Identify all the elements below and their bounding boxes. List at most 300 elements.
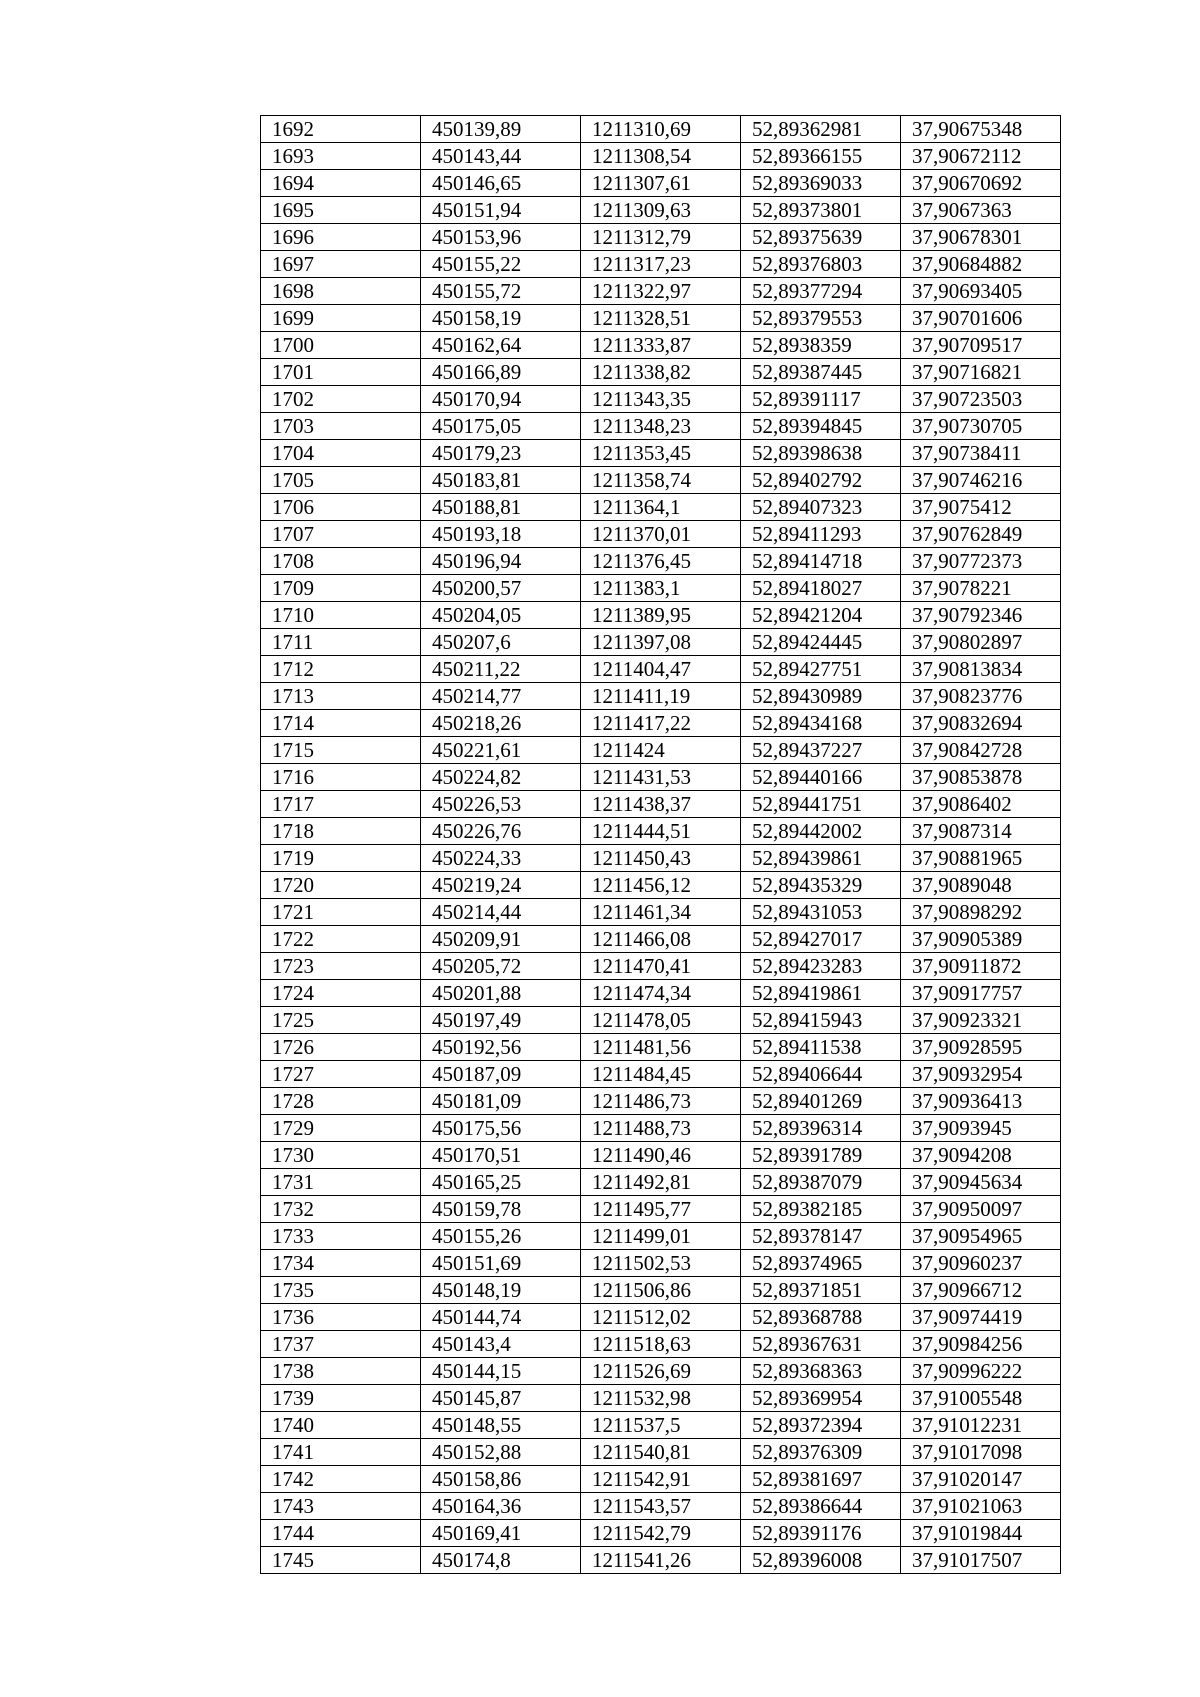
longitude-cell: 37,90932954: [901, 1061, 1061, 1088]
x-coordinate-cell: 450166,89: [421, 359, 581, 386]
x-coordinate-cell: 450181,09: [421, 1088, 581, 1115]
x-coordinate-cell: 450183,81: [421, 467, 581, 494]
latitude-cell: 52,89396008: [741, 1547, 901, 1574]
x-coordinate-cell: 450207,6: [421, 629, 581, 656]
latitude-cell: 52,89440166: [741, 764, 901, 791]
latitude-cell: 52,89427017: [741, 926, 901, 953]
point-number-cell: 1726: [261, 1034, 421, 1061]
x-coordinate-cell: 450159,78: [421, 1196, 581, 1223]
point-number-cell: 1697: [261, 251, 421, 278]
longitude-cell: 37,91012231: [901, 1412, 1061, 1439]
y-coordinate-cell: 1211541,26: [581, 1547, 741, 1574]
longitude-cell: 37,90762849: [901, 521, 1061, 548]
table-row: [261, 980, 1061, 1007]
latitude-cell: 52,89369954: [741, 1385, 901, 1412]
y-coordinate-cell: 1211542,91: [581, 1466, 741, 1493]
point-number-cell: 1737: [261, 1331, 421, 1358]
x-coordinate-cell: 450226,76: [421, 818, 581, 845]
table-row: [261, 1520, 1061, 1547]
latitude-cell: 52,89367631: [741, 1331, 901, 1358]
y-coordinate-cell: 1211542,79: [581, 1520, 741, 1547]
table-row: [261, 629, 1061, 656]
longitude-cell: 37,90853878: [901, 764, 1061, 791]
y-coordinate-cell: 1211478,05: [581, 1007, 741, 1034]
table-row: [261, 1034, 1061, 1061]
longitude-cell: 37,90917757: [901, 980, 1061, 1007]
table-row: [261, 278, 1061, 305]
table-row: [261, 332, 1061, 359]
longitude-cell: 37,91019844: [901, 1520, 1061, 1547]
latitude-cell: 52,89418027: [741, 575, 901, 602]
longitude-cell: 37,90928595: [901, 1034, 1061, 1061]
x-coordinate-cell: 450218,26: [421, 710, 581, 737]
longitude-cell: 37,90723503: [901, 386, 1061, 413]
x-coordinate-cell: 450143,4: [421, 1331, 581, 1358]
point-number-cell: 1721: [261, 899, 421, 926]
latitude-cell: 52,89435329: [741, 872, 901, 899]
point-number-cell: 1692: [261, 116, 421, 143]
x-coordinate-cell: 450205,72: [421, 953, 581, 980]
x-coordinate-cell: 450143,44: [421, 143, 581, 170]
table-row: [261, 1142, 1061, 1169]
y-coordinate-cell: 1211309,63: [581, 197, 741, 224]
point-number-cell: 1734: [261, 1250, 421, 1277]
point-number-cell: 1710: [261, 602, 421, 629]
x-coordinate-cell: 450179,23: [421, 440, 581, 467]
table-row: [261, 845, 1061, 872]
longitude-cell: 37,90792346: [901, 602, 1061, 629]
y-coordinate-cell: 1211370,01: [581, 521, 741, 548]
longitude-cell: 37,9078221: [901, 575, 1061, 602]
longitude-cell: 37,90996222: [901, 1358, 1061, 1385]
latitude-cell: 52,89415943: [741, 1007, 901, 1034]
point-number-cell: 1745: [261, 1547, 421, 1574]
table-row: [261, 170, 1061, 197]
point-number-cell: 1732: [261, 1196, 421, 1223]
latitude-cell: 52,89387079: [741, 1169, 901, 1196]
latitude-cell: 52,89431053: [741, 899, 901, 926]
y-coordinate-cell: 1211495,77: [581, 1196, 741, 1223]
latitude-cell: 52,89398638: [741, 440, 901, 467]
x-coordinate-cell: 450170,94: [421, 386, 581, 413]
y-coordinate-cell: 1211317,23: [581, 251, 741, 278]
table-row: [261, 1115, 1061, 1142]
longitude-cell: 37,90701606: [901, 305, 1061, 332]
x-coordinate-cell: 450155,26: [421, 1223, 581, 1250]
x-coordinate-cell: 450158,86: [421, 1466, 581, 1493]
latitude-cell: 52,89371851: [741, 1277, 901, 1304]
point-number-cell: 1725: [261, 1007, 421, 1034]
x-coordinate-cell: 450170,51: [421, 1142, 581, 1169]
table-row: [261, 764, 1061, 791]
x-coordinate-cell: 450214,77: [421, 683, 581, 710]
longitude-cell: 37,90672112: [901, 143, 1061, 170]
table-row: [261, 899, 1061, 926]
point-number-cell: 1704: [261, 440, 421, 467]
point-number-cell: 1738: [261, 1358, 421, 1385]
latitude-cell: 52,89379553: [741, 305, 901, 332]
x-coordinate-cell: 450155,72: [421, 278, 581, 305]
longitude-cell: 37,90684882: [901, 251, 1061, 278]
longitude-cell: 37,90905389: [901, 926, 1061, 953]
latitude-cell: 52,89391117: [741, 386, 901, 413]
point-number-cell: 1706: [261, 494, 421, 521]
point-number-cell: 1741: [261, 1439, 421, 1466]
latitude-cell: 52,89369033: [741, 170, 901, 197]
longitude-cell: 37,90670692: [901, 170, 1061, 197]
x-coordinate-cell: 450200,57: [421, 575, 581, 602]
table-row: [261, 494, 1061, 521]
longitude-cell: 37,90945634: [901, 1169, 1061, 1196]
y-coordinate-cell: 1211333,87: [581, 332, 741, 359]
table-row: [261, 1169, 1061, 1196]
longitude-cell: 37,90709517: [901, 332, 1061, 359]
point-number-cell: 1709: [261, 575, 421, 602]
y-coordinate-cell: 1211343,35: [581, 386, 741, 413]
latitude-cell: 52,89382185: [741, 1196, 901, 1223]
table-row: [261, 1223, 1061, 1250]
latitude-cell: 52,89381697: [741, 1466, 901, 1493]
y-coordinate-cell: 1211307,61: [581, 170, 741, 197]
longitude-cell: 37,90911872: [901, 953, 1061, 980]
longitude-cell: 37,90716821: [901, 359, 1061, 386]
point-number-cell: 1724: [261, 980, 421, 1007]
table-row: [261, 656, 1061, 683]
longitude-cell: 37,90693405: [901, 278, 1061, 305]
y-coordinate-cell: 1211353,45: [581, 440, 741, 467]
table-row: [261, 1088, 1061, 1115]
x-coordinate-cell: 450224,82: [421, 764, 581, 791]
x-coordinate-cell: 450226,53: [421, 791, 581, 818]
latitude-cell: 52,89427751: [741, 656, 901, 683]
x-coordinate-cell: 450148,55: [421, 1412, 581, 1439]
x-coordinate-cell: 450139,89: [421, 116, 581, 143]
table-row: [261, 1466, 1061, 1493]
y-coordinate-cell: 1211310,69: [581, 116, 741, 143]
longitude-cell: 37,90936413: [901, 1088, 1061, 1115]
table-row: [261, 602, 1061, 629]
coordinates-table: [260, 115, 1061, 1574]
point-number-cell: 1694: [261, 170, 421, 197]
table-row: [261, 143, 1061, 170]
x-coordinate-cell: 450193,18: [421, 521, 581, 548]
latitude-cell: 52,89414718: [741, 548, 901, 575]
point-number-cell: 1720: [261, 872, 421, 899]
x-coordinate-cell: 450209,91: [421, 926, 581, 953]
y-coordinate-cell: 1211397,08: [581, 629, 741, 656]
point-number-cell: 1730: [261, 1142, 421, 1169]
longitude-cell: 37,9075412: [901, 494, 1061, 521]
table-row: [261, 1196, 1061, 1223]
table-row: [261, 440, 1061, 467]
longitude-cell: 37,90813834: [901, 656, 1061, 683]
latitude-cell: 52,89376803: [741, 251, 901, 278]
table-row: [261, 1547, 1061, 1574]
longitude-cell: 37,90802897: [901, 629, 1061, 656]
x-coordinate-cell: 450144,74: [421, 1304, 581, 1331]
table-row: [261, 791, 1061, 818]
point-number-cell: 1712: [261, 656, 421, 683]
x-coordinate-cell: 450175,56: [421, 1115, 581, 1142]
point-number-cell: 1733: [261, 1223, 421, 1250]
x-coordinate-cell: 450151,69: [421, 1250, 581, 1277]
x-coordinate-cell: 450211,22: [421, 656, 581, 683]
latitude-cell: 52,8938359: [741, 332, 901, 359]
y-coordinate-cell: 1211348,23: [581, 413, 741, 440]
x-coordinate-cell: 450219,24: [421, 872, 581, 899]
x-coordinate-cell: 450175,05: [421, 413, 581, 440]
longitude-cell: 37,91020147: [901, 1466, 1061, 1493]
table-row: [261, 467, 1061, 494]
y-coordinate-cell: 1211376,45: [581, 548, 741, 575]
x-coordinate-cell: 450197,49: [421, 1007, 581, 1034]
coordinates-table-body: [261, 116, 1061, 1574]
y-coordinate-cell: 1211411,19: [581, 683, 741, 710]
table-row: [261, 710, 1061, 737]
y-coordinate-cell: 1211456,12: [581, 872, 741, 899]
y-coordinate-cell: 1211537,5: [581, 1412, 741, 1439]
longitude-cell: 37,9094208: [901, 1142, 1061, 1169]
latitude-cell: 52,89406644: [741, 1061, 901, 1088]
point-number-cell: 1736: [261, 1304, 421, 1331]
x-coordinate-cell: 450146,65: [421, 170, 581, 197]
longitude-cell: 37,90730705: [901, 413, 1061, 440]
point-number-cell: 1729: [261, 1115, 421, 1142]
x-coordinate-cell: 450158,19: [421, 305, 581, 332]
point-number-cell: 1739: [261, 1385, 421, 1412]
point-number-cell: 1728: [261, 1088, 421, 1115]
table-row: [261, 251, 1061, 278]
y-coordinate-cell: 1211328,51: [581, 305, 741, 332]
x-coordinate-cell: 450155,22: [421, 251, 581, 278]
y-coordinate-cell: 1211502,53: [581, 1250, 741, 1277]
latitude-cell: 52,89372394: [741, 1412, 901, 1439]
latitude-cell: 52,89376309: [741, 1439, 901, 1466]
table-row: [261, 521, 1061, 548]
y-coordinate-cell: 1211512,02: [581, 1304, 741, 1331]
y-coordinate-cell: 1211518,63: [581, 1331, 741, 1358]
table-row: [261, 1412, 1061, 1439]
latitude-cell: 52,89375639: [741, 224, 901, 251]
point-number-cell: 1698: [261, 278, 421, 305]
longitude-cell: 37,90950097: [901, 1196, 1061, 1223]
table-row: [261, 737, 1061, 764]
point-number-cell: 1719: [261, 845, 421, 872]
latitude-cell: 52,89411538: [741, 1034, 901, 1061]
table-row: [261, 818, 1061, 845]
table-row: [261, 926, 1061, 953]
table-row: [261, 1331, 1061, 1358]
longitude-cell: 37,90966712: [901, 1277, 1061, 1304]
y-coordinate-cell: 1211308,54: [581, 143, 741, 170]
longitude-cell: 37,90881965: [901, 845, 1061, 872]
latitude-cell: 52,89378147: [741, 1223, 901, 1250]
x-coordinate-cell: 450224,33: [421, 845, 581, 872]
point-number-cell: 1702: [261, 386, 421, 413]
latitude-cell: 52,89439861: [741, 845, 901, 872]
y-coordinate-cell: 1211484,45: [581, 1061, 741, 1088]
y-coordinate-cell: 1211488,73: [581, 1115, 741, 1142]
latitude-cell: 52,89366155: [741, 143, 901, 170]
point-number-cell: 1715: [261, 737, 421, 764]
longitude-cell: 37,91017098: [901, 1439, 1061, 1466]
latitude-cell: 52,89434168: [741, 710, 901, 737]
y-coordinate-cell: 1211444,51: [581, 818, 741, 845]
x-coordinate-cell: 450174,8: [421, 1547, 581, 1574]
longitude-cell: 37,90832694: [901, 710, 1061, 737]
y-coordinate-cell: 1211466,08: [581, 926, 741, 953]
point-number-cell: 1695: [261, 197, 421, 224]
longitude-cell: 37,90675348: [901, 116, 1061, 143]
table-row: [261, 1439, 1061, 1466]
latitude-cell: 52,89394845: [741, 413, 901, 440]
y-coordinate-cell: 1211358,74: [581, 467, 741, 494]
point-number-cell: 1743: [261, 1493, 421, 1520]
point-number-cell: 1693: [261, 143, 421, 170]
table-row: [261, 1061, 1061, 1088]
longitude-cell: 37,90898292: [901, 899, 1061, 926]
table-row: [261, 413, 1061, 440]
longitude-cell: 37,9089048: [901, 872, 1061, 899]
y-coordinate-cell: 1211338,82: [581, 359, 741, 386]
point-number-cell: 1701: [261, 359, 421, 386]
longitude-cell: 37,9086402: [901, 791, 1061, 818]
point-number-cell: 1703: [261, 413, 421, 440]
y-coordinate-cell: 1211532,98: [581, 1385, 741, 1412]
point-number-cell: 1717: [261, 791, 421, 818]
latitude-cell: 52,89391176: [741, 1520, 901, 1547]
point-number-cell: 1723: [261, 953, 421, 980]
latitude-cell: 52,89430989: [741, 683, 901, 710]
x-coordinate-cell: 450145,87: [421, 1385, 581, 1412]
latitude-cell: 52,89437227: [741, 737, 901, 764]
latitude-cell: 52,89362981: [741, 116, 901, 143]
x-coordinate-cell: 450152,88: [421, 1439, 581, 1466]
table-row: [261, 872, 1061, 899]
y-coordinate-cell: 1211540,81: [581, 1439, 741, 1466]
y-coordinate-cell: 1211312,79: [581, 224, 741, 251]
y-coordinate-cell: 1211431,53: [581, 764, 741, 791]
longitude-cell: 37,9067363: [901, 197, 1061, 224]
x-coordinate-cell: 450164,36: [421, 1493, 581, 1520]
y-coordinate-cell: 1211543,57: [581, 1493, 741, 1520]
point-number-cell: 1722: [261, 926, 421, 953]
latitude-cell: 52,89377294: [741, 278, 901, 305]
longitude-cell: 37,90772373: [901, 548, 1061, 575]
longitude-cell: 37,90974419: [901, 1304, 1061, 1331]
longitude-cell: 37,90842728: [901, 737, 1061, 764]
y-coordinate-cell: 1211486,73: [581, 1088, 741, 1115]
latitude-cell: 52,89401269: [741, 1088, 901, 1115]
longitude-cell: 37,90923321: [901, 1007, 1061, 1034]
longitude-cell: 37,90823776: [901, 683, 1061, 710]
table-row: [261, 683, 1061, 710]
table-row: [261, 1007, 1061, 1034]
table-row: [261, 386, 1061, 413]
y-coordinate-cell: 1211470,41: [581, 953, 741, 980]
y-coordinate-cell: 1211322,97: [581, 278, 741, 305]
latitude-cell: 52,89411293: [741, 521, 901, 548]
y-coordinate-cell: 1211490,46: [581, 1142, 741, 1169]
point-number-cell: 1735: [261, 1277, 421, 1304]
longitude-cell: 37,90746216: [901, 467, 1061, 494]
point-number-cell: 1740: [261, 1412, 421, 1439]
x-coordinate-cell: 450214,44: [421, 899, 581, 926]
longitude-cell: 37,9093945: [901, 1115, 1061, 1142]
y-coordinate-cell: 1211526,69: [581, 1358, 741, 1385]
longitude-cell: 37,90678301: [901, 224, 1061, 251]
x-coordinate-cell: 450188,81: [421, 494, 581, 521]
table-row: [261, 197, 1061, 224]
y-coordinate-cell: 1211383,1: [581, 575, 741, 602]
x-coordinate-cell: 450192,56: [421, 1034, 581, 1061]
x-coordinate-cell: 450201,88: [421, 980, 581, 1007]
y-coordinate-cell: 1211404,47: [581, 656, 741, 683]
latitude-cell: 52,89423283: [741, 953, 901, 980]
point-number-cell: 1714: [261, 710, 421, 737]
y-coordinate-cell: 1211364,1: [581, 494, 741, 521]
table-row: [261, 224, 1061, 251]
y-coordinate-cell: 1211461,34: [581, 899, 741, 926]
point-number-cell: 1696: [261, 224, 421, 251]
table-row: [261, 548, 1061, 575]
x-coordinate-cell: 450187,09: [421, 1061, 581, 1088]
point-number-cell: 1708: [261, 548, 421, 575]
table-row: [261, 575, 1061, 602]
y-coordinate-cell: 1211506,86: [581, 1277, 741, 1304]
longitude-cell: 37,9087314: [901, 818, 1061, 845]
x-coordinate-cell: 450169,41: [421, 1520, 581, 1547]
point-number-cell: 1731: [261, 1169, 421, 1196]
latitude-cell: 52,89368788: [741, 1304, 901, 1331]
table-row: [261, 116, 1061, 143]
y-coordinate-cell: 1211438,37: [581, 791, 741, 818]
x-coordinate-cell: 450148,19: [421, 1277, 581, 1304]
table-row: [261, 1493, 1061, 1520]
latitude-cell: 52,89386644: [741, 1493, 901, 1520]
latitude-cell: 52,89387445: [741, 359, 901, 386]
y-coordinate-cell: 1211492,81: [581, 1169, 741, 1196]
latitude-cell: 52,89374965: [741, 1250, 901, 1277]
point-number-cell: 1705: [261, 467, 421, 494]
longitude-cell: 37,90954965: [901, 1223, 1061, 1250]
point-number-cell: 1742: [261, 1466, 421, 1493]
table-row: [261, 1385, 1061, 1412]
x-coordinate-cell: 450204,05: [421, 602, 581, 629]
table-row: [261, 1250, 1061, 1277]
x-coordinate-cell: 450151,94: [421, 197, 581, 224]
latitude-cell: 52,89373801: [741, 197, 901, 224]
longitude-cell: 37,90738411: [901, 440, 1061, 467]
latitude-cell: 52,89368363: [741, 1358, 901, 1385]
latitude-cell: 52,89441751: [741, 791, 901, 818]
table-row: [261, 359, 1061, 386]
longitude-cell: 37,91017507: [901, 1547, 1061, 1574]
y-coordinate-cell: 1211424: [581, 737, 741, 764]
latitude-cell: 52,89407323: [741, 494, 901, 521]
latitude-cell: 52,89421204: [741, 602, 901, 629]
longitude-cell: 37,91005548: [901, 1385, 1061, 1412]
latitude-cell: 52,89424445: [741, 629, 901, 656]
point-number-cell: 1716: [261, 764, 421, 791]
point-number-cell: 1700: [261, 332, 421, 359]
table-row: [261, 305, 1061, 332]
table-row: [261, 1358, 1061, 1385]
latitude-cell: 52,89391789: [741, 1142, 901, 1169]
table-row: [261, 1277, 1061, 1304]
x-coordinate-cell: 450165,25: [421, 1169, 581, 1196]
table-row: [261, 953, 1061, 980]
